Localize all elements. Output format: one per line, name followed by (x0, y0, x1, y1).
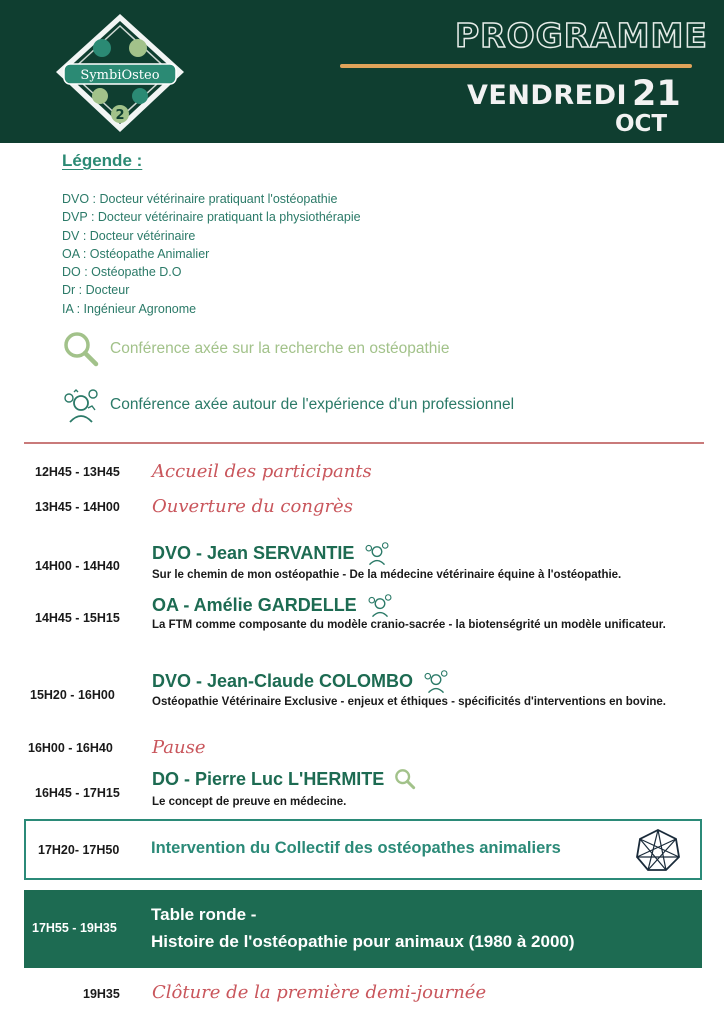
time-slot: 17H55 - 19H35 (32, 921, 117, 935)
speaker-text: OA - Amélie GARDELLE (152, 594, 357, 615)
legend-item: IA : Ingénieur Agronome (62, 301, 197, 316)
legend-list (62, 190, 361, 318)
legend-experience (62, 386, 514, 424)
round-table-box (24, 890, 702, 968)
legend-item: DVO : Docteur vétérinaire pratiquant l'ostéopathie (62, 192, 338, 206)
professional-icon (423, 668, 449, 694)
legend-research (62, 330, 450, 368)
event-label: Accueil des participants (152, 461, 372, 482)
talk-description: Le concept de preuve en médecine. (152, 796, 347, 808)
speaker-text: DVO - Jean-Claude COLOMBO (152, 670, 414, 691)
speaker-name (152, 540, 390, 566)
professional-icon (367, 592, 393, 618)
experience-label: Conférence axée autour de l'expérience d'un professionnel (110, 396, 515, 413)
professional-icon (364, 540, 390, 566)
speaker-name (152, 668, 449, 694)
legend-title: Légende : (62, 151, 143, 170)
speaker-text: DO - Pierre Luc L'HERMITE (152, 768, 385, 789)
symbiosteo-logo (50, 10, 190, 136)
time-slot: 16H00 - 16H40 (28, 741, 113, 755)
talk-description: Ostéopathie Vétérinaire Exclusive - enjeux et éthiques - spécificités d'interventions en bovine. (152, 696, 667, 708)
time-slot: 14H45 - 15H15 (35, 611, 120, 625)
programme-title: PROGRAMME (455, 16, 708, 55)
round-table-subtitle: Histoire de l'ostéopathie pour animaux (1980 à 2000) (151, 932, 575, 951)
event-label: Clôture de la première demi-journée (152, 982, 487, 1003)
professional-icon (62, 386, 100, 424)
time-slot: 19H35 (83, 987, 120, 1001)
logo-text: SymbiOsteo (80, 68, 160, 83)
research-label: Conférence axée sur la recherche en ostéopathie (110, 340, 450, 357)
section-divider (24, 442, 704, 444)
day-name: VENDREDI (467, 80, 628, 111)
speaker-name (152, 768, 416, 790)
legend-item: DVP : Docteur vétérinaire pratiquant la physiothérapie (62, 210, 361, 225)
collective-box (24, 819, 702, 880)
day-number: 21 (632, 74, 681, 114)
time-slot: 14H00 - 14H40 (35, 559, 120, 573)
round-table-title: Table ronde - (151, 905, 257, 924)
logo-number: 2 (115, 108, 125, 123)
event-label: Intervention du Collectif des ostéopathes animaliers (151, 839, 561, 857)
network-logo-icon (634, 827, 682, 873)
legend-item: OA : Ostéopathe Animalier (62, 246, 210, 261)
magnifier-icon (394, 768, 416, 790)
speaker-name (152, 592, 393, 618)
legend-item: DV : Docteur vétérinaire (62, 228, 196, 243)
header-banner (0, 0, 724, 143)
event-label: Ouverture du congrès (152, 496, 353, 517)
time-slot: 12H45 - 13H45 (35, 465, 120, 479)
legend-item: Dr : Docteur (62, 283, 130, 298)
month: OCT (615, 111, 668, 137)
legend-item: DO : Ostéopathe D.O (62, 265, 182, 280)
title-underline (340, 64, 692, 68)
time-slot: 17H20- 17H50 (38, 843, 120, 857)
time-slot: 16H45 - 17H15 (35, 786, 120, 800)
talk-description: Sur le chemin de mon ostéopathie - De la médecine vétérinaire équine à l'ostéopathie. (152, 569, 622, 581)
speaker-text: DVO - Jean SERVANTIE (152, 542, 355, 563)
event-label: Pause (152, 737, 206, 758)
time-slot: 15H20 - 16H00 (30, 688, 115, 702)
magnifier-icon (62, 330, 100, 368)
time-slot: 13H45 - 14H00 (35, 500, 120, 514)
talk-description: La FTM comme composante du modèle cranio-sacrée - la biotenségrité un modèle unificateur. (152, 619, 666, 631)
